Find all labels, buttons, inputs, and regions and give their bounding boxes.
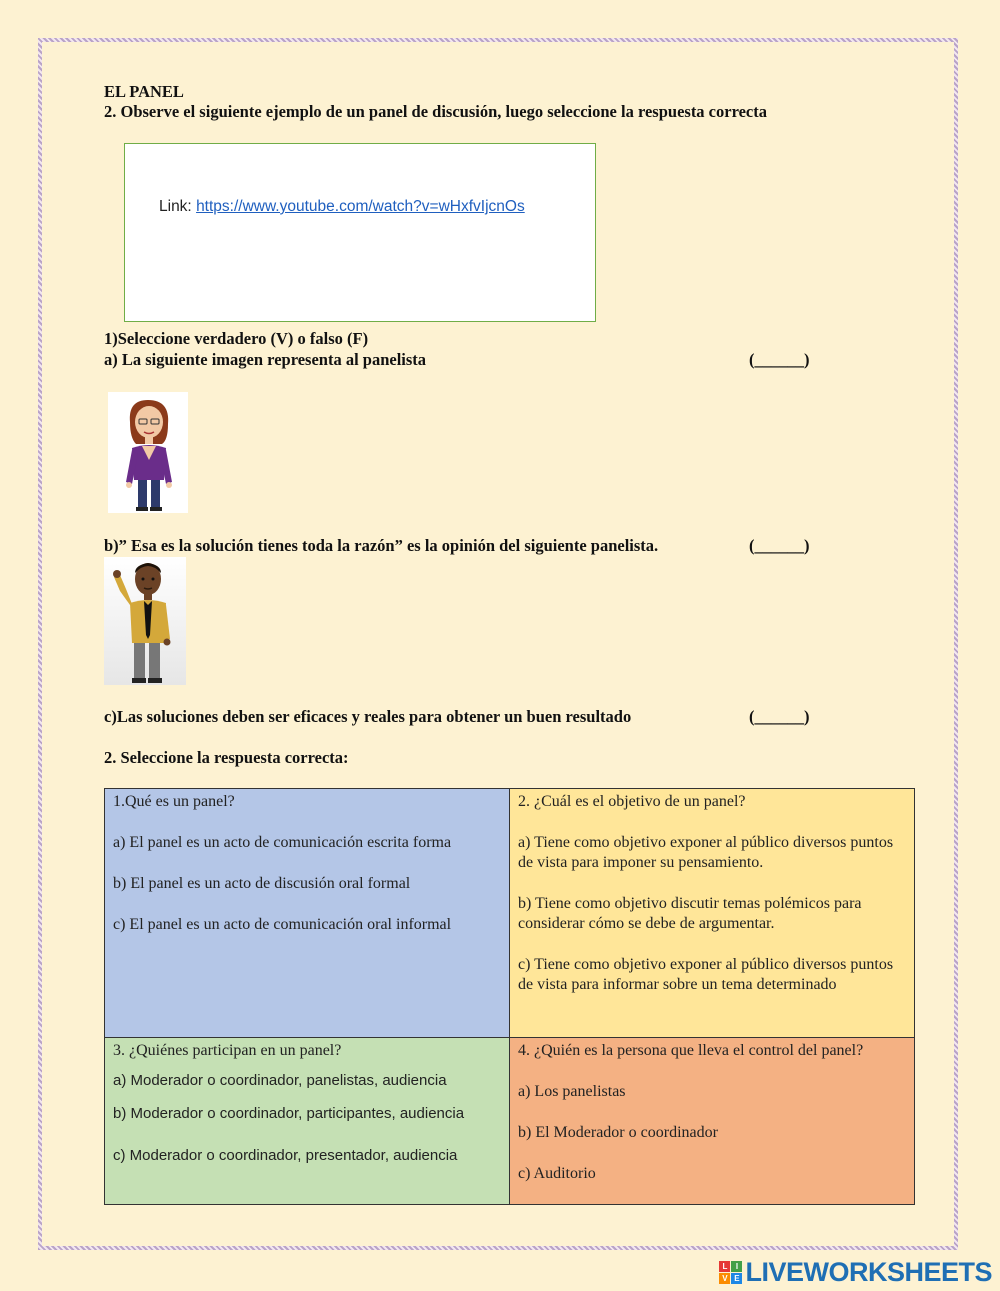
man-panelist-image <box>104 557 186 685</box>
q1-option-b[interactable]: b) El panel es un acto de discusión oral formal <box>113 875 411 892</box>
woman-panelist-image <box>108 392 188 513</box>
question-4-cell <box>510 1038 915 1205</box>
man-figure-illustration <box>104 557 186 685</box>
question-2-text: 2. ¿Cuál es el objetivo de un panel? <box>518 793 746 810</box>
instruction-text: 2. Observe el siguiente ejemplo de un panel de discusión, luego seleccione la respuesta correcta <box>104 102 767 121</box>
video-embed-box[interactable] <box>124 143 596 322</box>
video-link-line <box>159 198 525 216</box>
multiple-choice-heading: 2. Seleccione la respuesta correcta: <box>104 748 349 767</box>
q2-option-b[interactable]: b) Tiene como objetivo discutir temas polémicos para considerar cómo se debe de argumentar. <box>518 895 862 932</box>
liveworksheets-logo <box>719 1256 992 1287</box>
q2-option-a[interactable]: a) Tiene como objetivo exponer al público diversos puntos de vista para imponer su pensamiento. <box>518 834 894 871</box>
true-false-heading: 1)Seleccione verdadero (V) o falso (F) <box>104 329 369 348</box>
logo-blocks-icon: L I V E <box>719 1261 742 1284</box>
q4-option-c[interactable]: c) Auditorio <box>518 1165 596 1182</box>
questions-table <box>104 788 915 1205</box>
tf-item-a: a) La siguiente imagen representa al panelista <box>104 350 427 369</box>
q3-option-a[interactable]: a) Moderador o coordinador, panelistas, audiencia <box>113 1072 447 1089</box>
q4-option-a[interactable]: a) Los panelistas <box>518 1083 626 1100</box>
link-label: Link: <box>159 198 197 215</box>
q4-option-b[interactable]: b) El Moderador o coordinador <box>518 1124 718 1141</box>
question-3-cell <box>105 1038 510 1205</box>
logo-text: LIVEWORKSHEETS <box>745 1256 992 1287</box>
q1-option-c[interactable]: c) El panel es un acto de comunicación oral informal <box>113 916 452 933</box>
q1-option-a[interactable]: a) El panel es un acto de comunicación escrita forma <box>113 834 452 851</box>
page-title: EL PANEL <box>104 82 184 101</box>
question-2-cell <box>510 789 915 1038</box>
question-3-text: 3. ¿Quiénes participan en un panel? <box>113 1042 342 1059</box>
question-1-cell <box>105 789 510 1038</box>
tf-item-c: c)Las soluciones deben ser eficaces y reales para obtener un buen resultado <box>104 707 632 726</box>
worksheet-header <box>104 82 767 122</box>
tf-answer-blank-a[interactable]: (______) <box>749 350 810 369</box>
tf-answer-blank-b[interactable]: (______) <box>749 536 810 555</box>
q2-option-c[interactable]: c) Tiene como objetivo exponer al público diversos puntos de vista para informar sobre un tema determinado <box>518 956 894 993</box>
question-4-text: 4. ¿Quién es la persona que lleva el control del panel? <box>518 1042 864 1059</box>
tf-item-b: b)” Esa es la solución tienes toda la razón” es la opinión del siguiente panelista. <box>104 536 659 555</box>
q3-option-b[interactable]: b) Moderador o coordinador, participantes, audiencia <box>113 1105 465 1122</box>
woman-figure-illustration <box>108 392 188 513</box>
youtube-link[interactable]: https://www.youtube.com/watch?v=wHxfvIjcnOs <box>196 198 525 215</box>
q3-option-c[interactable]: c) Moderador o coordinador, presentador, audiencia <box>113 1147 458 1164</box>
question-1-text: 1.Qué es un panel? <box>113 793 235 810</box>
tf-answer-blank-c[interactable]: (______) <box>749 707 810 726</box>
